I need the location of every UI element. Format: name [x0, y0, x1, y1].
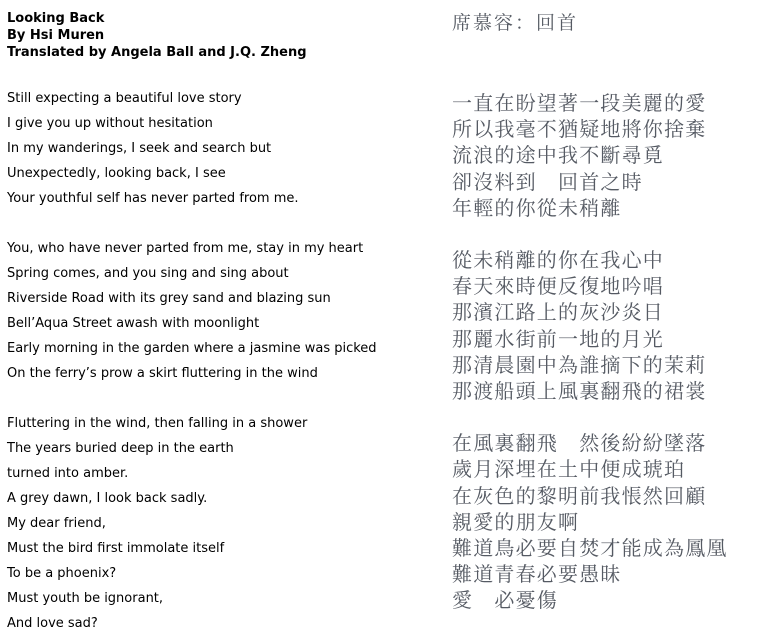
- chinese-line: 那麗水街前一地的月光: [452, 326, 664, 351]
- english-line: Unexpectedly, looking back, I see: [7, 166, 226, 181]
- chinese-line: 親愛的朋友啊: [452, 509, 580, 534]
- chinese-stanza-2: [452, 247, 752, 404]
- chinese-line: 那清晨園中為誰摘下的茉莉: [452, 352, 707, 377]
- chinese-line: 從未稍離的你在我心中: [452, 248, 664, 273]
- chinese-line: 一直在盼望著一段美麗的愛: [452, 91, 707, 115]
- english-line: A grey dawn, I look back sadly.: [7, 491, 208, 506]
- chinese-line: 難道鳥必要自焚才能成為鳳凰: [452, 536, 728, 561]
- chinese-line: 歲月深埋在土中便成琥珀: [452, 457, 686, 482]
- poem-header: [7, 10, 437, 61]
- english-line: Bell’Aqua Street awash with moonlight: [7, 316, 260, 331]
- english-stanza-1: [7, 86, 437, 211]
- poem-title: Looking Back: [7, 11, 105, 26]
- chinese-line: 那濱江路上的灰沙炎日: [452, 300, 664, 325]
- english-column: [7, 10, 437, 636]
- english-line: Must youth be ignorant,: [7, 591, 164, 606]
- english-line: To be a phoenix?: [7, 566, 117, 581]
- chinese-line: 年輕的你從未稍離: [452, 195, 622, 220]
- chinese-title: 席慕容：回首: [452, 12, 579, 34]
- english-line: And love sad?: [7, 616, 98, 631]
- chinese-line: 愛 必憂傷: [452, 588, 558, 613]
- chinese-line: 在風裏翻飛 然後紛紛墜落: [452, 431, 707, 456]
- english-line: You, who have never parted from me, stay in my heart: [7, 241, 364, 256]
- english-line: Fluttering in the wind, then falling in a shower: [7, 416, 308, 431]
- chinese-line: 難道青春必要愚昧: [452, 562, 622, 587]
- english-line: On the ferry’s prow a skirt fluttering in the wind: [7, 366, 318, 381]
- chinese-column: [452, 8, 752, 614]
- english-stanza-3: [7, 411, 437, 636]
- chinese-line: 在灰色的黎明前我悵然回顧: [452, 483, 707, 508]
- english-line: I give you up without hesitation: [7, 116, 213, 131]
- chinese-line: 那渡船頭上風裏翻飛的裙裳: [452, 379, 707, 404]
- english-line: Must the bird first immolate itself: [7, 541, 225, 556]
- poem-author: By Hsi Muren: [7, 28, 105, 43]
- chinese-stanza-3: [452, 430, 752, 613]
- english-line: In my wanderings, I seek and search but: [7, 141, 272, 156]
- chinese-stanza-1: [452, 90, 752, 221]
- english-line: Early morning in the garden where a jasmine was picked: [7, 341, 377, 356]
- english-line: My dear friend,: [7, 516, 106, 531]
- english-line: Still expecting a beautiful love story: [7, 91, 242, 106]
- english-line: turned into amber.: [7, 466, 129, 481]
- chinese-line: 所以我毫不猶疑地將你捨棄: [452, 117, 707, 142]
- chinese-line: 流浪的途中我不斷尋覓: [452, 143, 664, 168]
- english-line: The years buried deep in the earth: [7, 441, 234, 456]
- english-line: Spring comes, and you sing and sing about: [7, 266, 289, 281]
- chinese-line: 春天來時便反復地吟唱: [452, 274, 664, 299]
- english-line: Riverside Road with its grey sand and blazing sun: [7, 291, 331, 306]
- chinese-line: 卻沒料到 回首之時: [452, 169, 643, 194]
- poem-translators: Translated by Angela Ball and J.Q. Zheng: [7, 45, 307, 60]
- english-line: Your youthful self has never parted from me.: [7, 191, 299, 206]
- english-stanza-2: [7, 236, 437, 386]
